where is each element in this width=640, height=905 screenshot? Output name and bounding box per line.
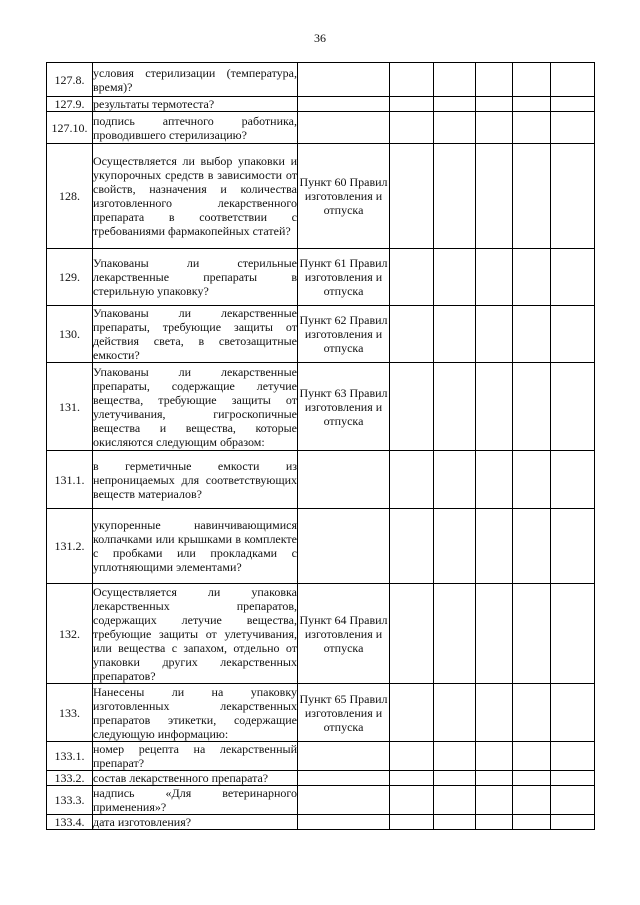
answer-cell[interactable]: [551, 786, 595, 815]
item-number: 130.: [47, 306, 93, 363]
item-reference: Пункт 64 Правил изготовления и отпуска: [298, 584, 390, 684]
answer-cell[interactable]: [551, 363, 595, 451]
answer-cell[interactable]: [551, 815, 595, 830]
answer-cell[interactable]: [476, 684, 513, 742]
answer-cell[interactable]: [513, 451, 551, 509]
item-number: 133.: [47, 684, 93, 742]
answer-cell[interactable]: [390, 771, 434, 786]
answer-cell[interactable]: [551, 509, 595, 584]
answer-cell[interactable]: [434, 786, 476, 815]
item-question: результаты термотеста?: [93, 97, 298, 112]
answer-cell[interactable]: [513, 684, 551, 742]
answer-cell[interactable]: [434, 451, 476, 509]
answer-cell[interactable]: [390, 451, 434, 509]
item-number: 127.9.: [47, 97, 93, 112]
answer-cell[interactable]: [434, 684, 476, 742]
item-question: Осуществляется ли выбор упаковки и укупорочных средств в зависимости от свойств, назначения и количества изготовленного лекарственного препарата в соответствии с требованиями фармакопейных статей?: [93, 144, 298, 249]
answer-cell[interactable]: [513, 63, 551, 97]
answer-cell[interactable]: [513, 786, 551, 815]
table-row: [47, 509, 595, 584]
item-question: Нанесены ли на упаковку изготовленных лекарственных препаратов этикетки, содержащие следующую информацию:: [93, 684, 297, 741]
answer-cell[interactable]: [513, 97, 551, 112]
answer-cell[interactable]: [551, 306, 595, 363]
answer-cell[interactable]: [434, 584, 476, 684]
item-reference: [298, 815, 390, 830]
item-number: 127.8.: [47, 63, 93, 97]
table-row: [47, 786, 595, 815]
answer-cell[interactable]: [476, 742, 513, 771]
item-question: в герметичные емкости из непроницаемых для соответствующих веществ материалов?: [93, 451, 298, 509]
answer-cell[interactable]: [476, 815, 513, 830]
table-row: [47, 63, 595, 97]
item-question: Осуществляется ли упаковка лекарственных препаратов, содержащих летучие вещества, требующие защиты от улетучивания, или вещества с запахом, отдельно от упаковки других лекарственных препаратов?: [93, 584, 297, 683]
item-reference: [298, 97, 390, 112]
answer-cell[interactable]: [476, 786, 513, 815]
item-number: 133.1.: [47, 742, 93, 771]
answer-cell[interactable]: [476, 306, 513, 363]
answer-cell[interactable]: [513, 742, 551, 771]
answer-cell[interactable]: [551, 97, 595, 112]
answer-cell[interactable]: [551, 584, 595, 684]
answer-cell[interactable]: [476, 363, 513, 451]
item-question: номер рецепта на лекарственный препарат?: [93, 742, 297, 770]
table-row: [47, 742, 595, 771]
item-number: 133.2.: [47, 771, 93, 786]
answer-cell[interactable]: [434, 144, 476, 249]
table-row: [47, 451, 595, 509]
answer-cell[interactable]: [390, 742, 434, 771]
table-row: [47, 771, 595, 786]
item-number: 127.10.: [47, 112, 93, 144]
item-question: укупоренные навинчивающимися колпачками или крышками в комплекте с пробками или прокладками с уплотняющими элементами?: [93, 509, 298, 584]
answer-cell[interactable]: [513, 584, 551, 684]
answer-cell[interactable]: [390, 144, 434, 249]
answer-cell[interactable]: [476, 249, 513, 306]
answer-cell[interactable]: [551, 684, 595, 742]
item-reference: [298, 112, 390, 144]
answer-cell[interactable]: [434, 363, 476, 451]
answer-cell[interactable]: [551, 249, 595, 306]
answer-cell[interactable]: [434, 249, 476, 306]
table-row: [47, 249, 595, 306]
answer-cell[interactable]: [513, 144, 551, 249]
item-reference: Пункт 62 Правил изготовления и отпуска: [298, 306, 390, 363]
item-question: состав лекарственного препарата?: [93, 771, 298, 786]
answer-cell[interactable]: [513, 249, 551, 306]
answer-cell[interactable]: [513, 815, 551, 830]
answer-cell[interactable]: [551, 742, 595, 771]
item-reference: [298, 771, 390, 786]
answer-cell[interactable]: [513, 306, 551, 363]
answer-cell[interactable]: [476, 112, 513, 144]
item-reference: [298, 786, 390, 815]
answer-cell[interactable]: [551, 112, 595, 144]
item-reference: [298, 451, 390, 509]
item-reference: Пункт 65 Правил изготовления и отпуска: [298, 684, 390, 742]
item-reference: [298, 63, 390, 97]
item-number: 129.: [47, 249, 93, 306]
answer-cell[interactable]: [434, 509, 476, 584]
answer-cell[interactable]: [390, 63, 434, 97]
item-question: подпись аптечного работника, проводившего стерилизацию?: [93, 113, 297, 142]
answer-cell[interactable]: [476, 451, 513, 509]
item-reference: Пункт 63 Правил изготовления и отпуска: [298, 363, 390, 451]
item-question: надпись «Для ветеринарного применения»?: [93, 786, 297, 814]
table-row: [47, 684, 595, 742]
answer-cell[interactable]: [513, 509, 551, 584]
answer-cell[interactable]: [434, 771, 476, 786]
answer-cell[interactable]: [476, 63, 513, 97]
answer-cell[interactable]: [434, 306, 476, 363]
table-row: [47, 112, 595, 144]
answer-cell[interactable]: [434, 112, 476, 144]
item-reference: [298, 509, 390, 584]
answer-cell[interactable]: [434, 815, 476, 830]
answer-cell[interactable]: [476, 97, 513, 112]
answer-cell[interactable]: [551, 451, 595, 509]
answer-cell[interactable]: [476, 144, 513, 249]
item-number: 131.: [47, 363, 93, 451]
item-question: условия стерилизации (температура, время)?: [93, 63, 298, 97]
item-question: дата изготовления?: [93, 815, 298, 830]
answer-cell[interactable]: [434, 742, 476, 771]
answer-cell[interactable]: [390, 112, 434, 144]
table-row: [47, 363, 595, 451]
answer-cell[interactable]: [390, 363, 434, 451]
answer-cell[interactable]: [390, 249, 434, 306]
table-row: [47, 97, 595, 112]
answer-cell[interactable]: [390, 684, 434, 742]
answer-cell[interactable]: [513, 112, 551, 144]
item-number: 133.3.: [47, 786, 93, 815]
item-number: 132.: [47, 584, 93, 684]
table-row: [47, 144, 595, 249]
page-number: 36: [314, 31, 326, 45]
answer-cell[interactable]: [390, 509, 434, 584]
answer-cell[interactable]: [476, 771, 513, 786]
table-row: [47, 584, 595, 684]
item-reference: Пункт 60 Правил изготовления и отпуска: [298, 144, 390, 249]
answer-cell[interactable]: [390, 584, 434, 684]
answer-cell[interactable]: [513, 363, 551, 451]
item-number: 133.4.: [47, 815, 93, 830]
checklist-table: [46, 62, 595, 830]
table-row: [47, 306, 595, 363]
answer-cell[interactable]: [476, 584, 513, 684]
answer-cell[interactable]: [434, 97, 476, 112]
answer-cell[interactable]: [390, 306, 434, 363]
answer-cell[interactable]: [434, 63, 476, 97]
item-reference: Пункт 61 Правил изготовления и отпуска: [298, 249, 390, 306]
item-question: Упакованы ли лекарственные препараты, содержащие летучие вещества, требующие защиты от улетучивания, гигроскопичные вещества и вещества, которые окисляются следующим образом:: [93, 364, 297, 449]
answer-cell[interactable]: [551, 771, 595, 786]
answer-cell[interactable]: [551, 63, 595, 97]
answer-cell[interactable]: [513, 771, 551, 786]
answer-cell[interactable]: [551, 144, 595, 249]
item-number: 131.2.: [47, 509, 93, 584]
answer-cell[interactable]: [390, 786, 434, 815]
item-reference: [298, 742, 390, 771]
table-row: [47, 815, 595, 830]
answer-cell[interactable]: [390, 97, 434, 112]
item-question: Упакованы ли стерильные лекарственные препараты в стерильную упаковку?: [93, 249, 298, 306]
answer-cell[interactable]: [476, 509, 513, 584]
item-number: 131.1.: [47, 451, 93, 509]
item-number: 128.: [47, 144, 93, 249]
answer-cell[interactable]: [390, 815, 434, 830]
item-question: Упакованы ли лекарственные препараты, требующие защиты от действия света, в светозащитные емкости?: [93, 306, 297, 362]
